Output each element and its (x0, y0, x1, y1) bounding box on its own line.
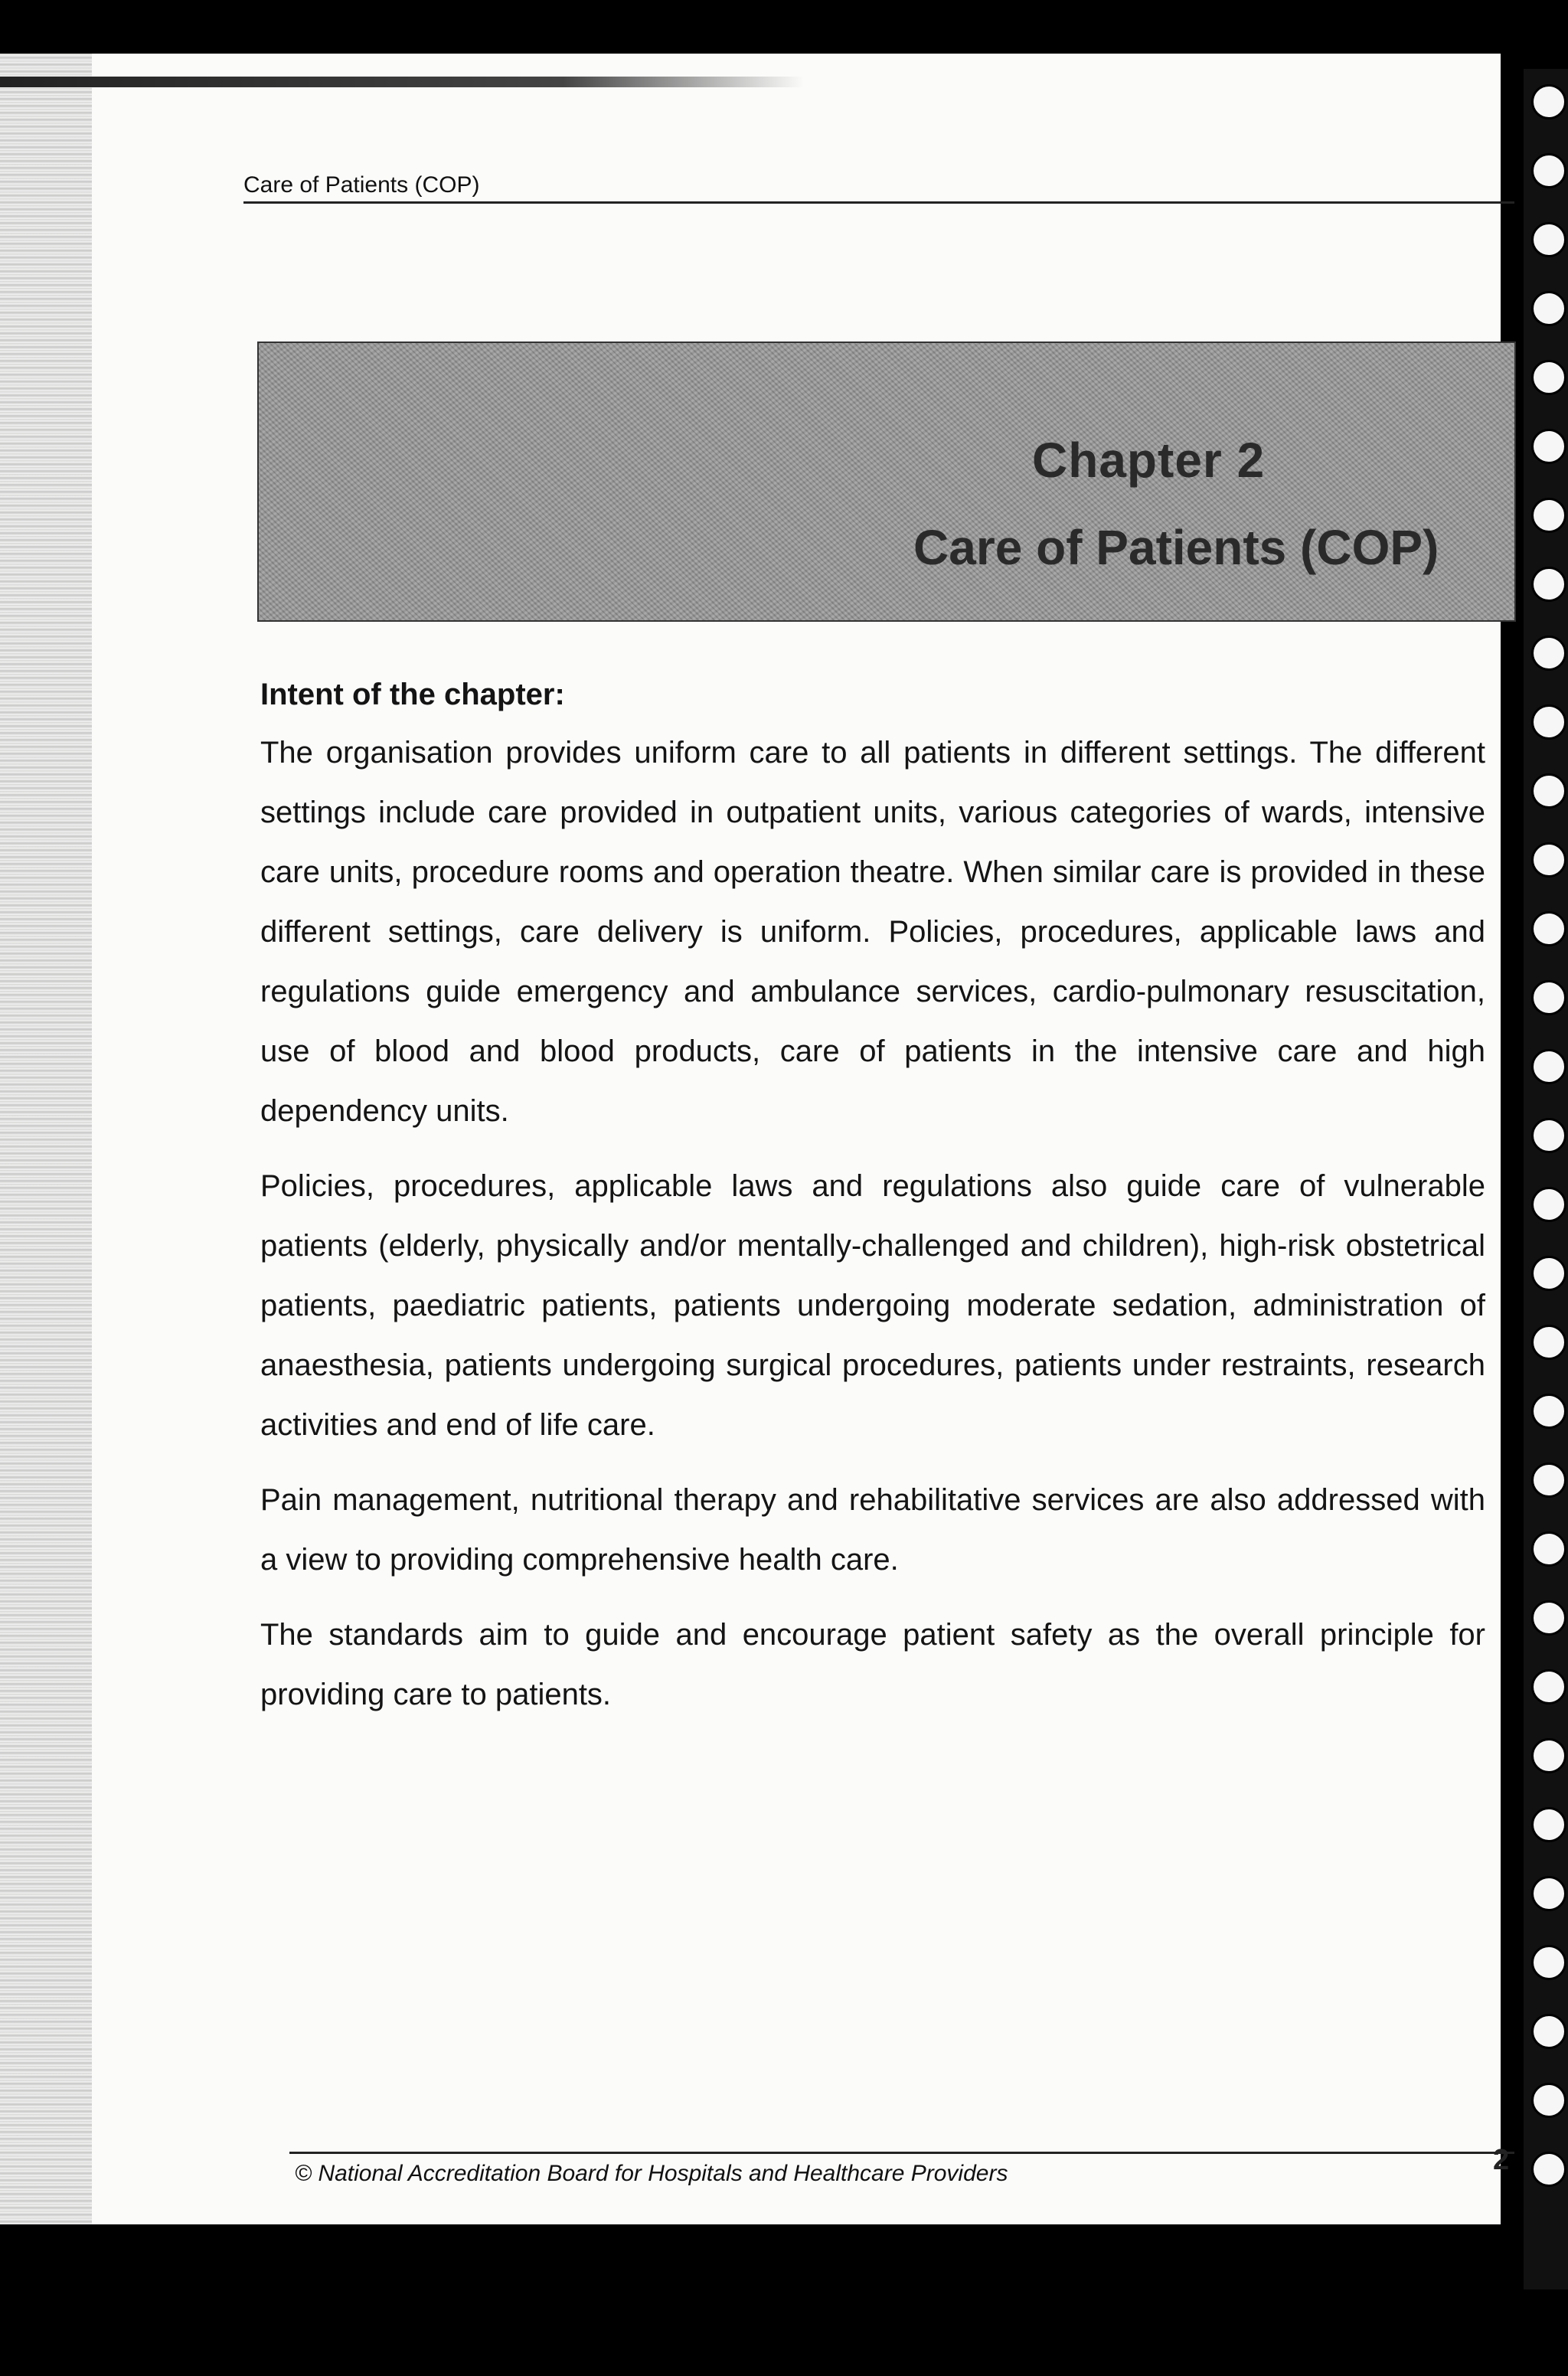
binding-hole (1531, 429, 1566, 464)
binding-hole (1531, 1876, 1566, 1911)
paragraph-1: The organisation provides uniform care to all patients in different settings. The different settings include care provided in outpatient units, various categories of wards, intensive care units, procedure rooms and operation theatre. When similar care is provided in these different settings, care delivery is uniform. Policies, procedures, applicable laws and regulations guide emergency and ambulance services, cardio-pulmonary resuscitation, use of blood and blood products, care of patients in the intensive care and high dependency units. (260, 736, 1485, 1128)
binding-hole (1531, 360, 1566, 395)
binding-hole (1531, 980, 1566, 1015)
chapter-content (260, 678, 1485, 1740)
running-header (243, 172, 1514, 204)
binding-hole (1531, 911, 1566, 946)
binding-hole (1531, 153, 1566, 188)
scan-top-edge (0, 77, 804, 87)
chapter-title: Care of Patients (COP) (913, 520, 1439, 575)
binding-hole (1531, 1600, 1566, 1636)
binding-hole (1531, 1256, 1566, 1291)
chapter-banner (257, 342, 1516, 622)
paragraph-4: The standards aim to guide and encourage patient safety as the overall principle for providing care to patients. (260, 1618, 1485, 1711)
binding-hole (1531, 1463, 1566, 1498)
paragraph-2: Policies, procedures, applicable laws and regulations also guide care of vulnerable patients (elderly, physically and/or mentally-challenged and children), high-risk obstetrical patients, paediatric patients, patients undergoing moderate sedation, administration of anaesthesia, patients undergoing surgical procedures, patients under restraints, research activities and end of life care. (260, 1169, 1485, 1442)
document-page (0, 54, 1510, 2274)
binding-hole (1531, 567, 1566, 602)
binding-hole (1531, 2152, 1566, 2187)
page-number: 2 (1493, 2144, 1510, 2176)
scan-left-edge (0, 54, 92, 2274)
binding-hole (1531, 84, 1566, 119)
footer-copyright: © National Accreditation Board for Hospitals and Healthcare Providers (295, 2161, 1008, 2186)
binding-hole (1531, 773, 1566, 809)
paragraph-3: Pain management, nutritional therapy and rehabilitative services are also addressed with a view to providing comprehensive health care. (260, 1483, 1485, 1577)
intent-heading: Intent of the chapter: (260, 678, 565, 711)
binding-hole (1531, 1325, 1566, 1360)
binding-hole (1531, 1187, 1566, 1222)
binding-hole (1531, 2083, 1566, 2118)
binding-hole (1531, 636, 1566, 671)
binding-hole (1531, 498, 1566, 533)
binding-hole (1531, 1807, 1566, 1842)
binding-hole (1531, 1669, 1566, 1704)
binding-strip (1524, 69, 1568, 2289)
binding-hole (1531, 222, 1566, 257)
binding-hole (1531, 1118, 1566, 1153)
running-header-text: Care of Patients (COP) (243, 172, 480, 198)
scan-bottom-shadow (0, 2224, 1568, 2376)
binding-hole (1531, 842, 1566, 878)
binding-hole (1531, 1049, 1566, 1084)
binding-hole (1531, 2014, 1566, 2049)
binding-hole (1531, 1394, 1566, 1429)
footer-rule (289, 2152, 1514, 2154)
binding-hole (1531, 1738, 1566, 1773)
binding-hole (1531, 291, 1566, 326)
binding-hole (1531, 704, 1566, 740)
chapter-number: Chapter 2 (1032, 433, 1266, 488)
binding-hole (1531, 1531, 1566, 1567)
binding-hole (1531, 1945, 1566, 1980)
